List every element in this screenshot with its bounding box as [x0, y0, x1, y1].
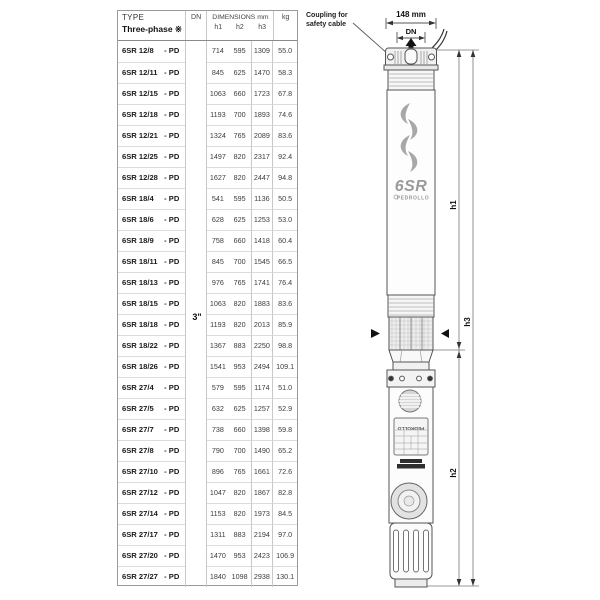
pump-model-cell	[118, 41, 185, 62]
h2-value: 700	[229, 440, 251, 461]
table-row	[118, 566, 297, 587]
h3-value: 1490	[251, 440, 274, 461]
table-row	[118, 251, 297, 272]
dn-cell	[185, 566, 207, 587]
h1-arrow-top-icon	[457, 50, 462, 57]
dn-cell	[185, 104, 207, 125]
pump-model-cell	[118, 419, 185, 440]
h3-value: 2250	[251, 335, 274, 356]
made-in-label	[397, 464, 425, 469]
pump-model: 6SR 18/22	[122, 341, 158, 350]
h2-arrow-bottom-icon	[457, 579, 462, 586]
h1-value: 1153	[207, 503, 229, 524]
pump-suffix: - PD	[164, 89, 180, 98]
table-header	[118, 11, 297, 41]
h1-value: 1063	[207, 83, 229, 104]
pump-body	[371, 48, 449, 587]
h1-value: 579	[207, 377, 229, 398]
column-header-type	[118, 11, 185, 40]
table-row	[118, 230, 297, 251]
table-row	[118, 104, 297, 125]
dn-cell	[185, 398, 207, 419]
table-row	[118, 398, 297, 419]
dimensions-table	[117, 10, 298, 586]
flange-bolt	[389, 376, 394, 381]
bottom-cap	[395, 579, 427, 587]
pump-suffix: - PD	[164, 152, 180, 161]
table-row	[118, 335, 297, 356]
h2-value: 765	[229, 125, 251, 146]
h3-value: 1723	[251, 83, 274, 104]
h3-value: 1309	[251, 41, 274, 62]
h3-arrow-top-icon	[471, 50, 476, 57]
h1-value: 1840	[207, 566, 229, 587]
h2-value: 595	[229, 377, 251, 398]
pump-suffix: - PD	[164, 425, 180, 434]
coupling-label-line2: safety cable	[306, 21, 347, 28]
h3-value: 2317	[251, 146, 274, 167]
dim-arrow-right-icon	[429, 21, 436, 26]
serial-label	[400, 459, 422, 463]
kg-value: 83.6	[273, 125, 297, 146]
h2-value: 625	[229, 209, 251, 230]
dn-cell	[185, 335, 207, 356]
h1-value: 1193	[207, 104, 229, 125]
lifting-eyelet-left	[388, 54, 394, 60]
pump-model: 6SR 18/26	[122, 362, 158, 371]
dn-cell	[185, 440, 207, 461]
lifting-eyelet-right	[429, 54, 435, 60]
pump-suffix: - PD	[164, 572, 180, 581]
three-phase-label: Three-phase ※	[122, 24, 183, 34]
pump-model: 6SR 27/27	[122, 572, 158, 581]
pump-model-cell	[118, 293, 185, 314]
h3-value: 1136	[251, 188, 274, 209]
dn-cell	[185, 188, 207, 209]
kg-value: 51.0	[273, 377, 297, 398]
h3-value: 2494	[251, 356, 274, 377]
kg-value: 85.9	[273, 314, 297, 335]
kg-value: 76.4	[273, 272, 297, 293]
pump-suffix: - PD	[164, 320, 180, 329]
h3-value: 1257	[251, 398, 274, 419]
h2-value: 820	[229, 503, 251, 524]
pump-suffix: - PD	[164, 551, 180, 560]
pump-model: 6SR 18/13	[122, 278, 158, 287]
table-row	[118, 125, 297, 146]
dn-cell	[185, 356, 207, 377]
type-label: TYPE	[122, 13, 145, 22]
kg-value: 58.3	[273, 62, 297, 83]
h3-value: 1174	[251, 377, 274, 398]
h1-value: 1367	[207, 335, 229, 356]
h2-value: 765	[229, 461, 251, 482]
column-header-dimensions	[206, 11, 273, 40]
pump-suffix: - PD	[164, 446, 180, 455]
h1-value: 1470	[207, 545, 229, 566]
table-row	[118, 83, 297, 104]
table-row	[118, 272, 297, 293]
pump-model-cell	[118, 83, 185, 104]
kg-value: 65.2	[273, 440, 297, 461]
pump-model-cell	[118, 461, 185, 482]
h3-value: 1867	[251, 482, 274, 503]
kg-value: 82.8	[273, 482, 297, 503]
dn-cell	[185, 482, 207, 503]
dn-cell	[185, 545, 207, 566]
dn-shared-value: 3"	[192, 312, 202, 322]
h2-value: 625	[229, 62, 251, 83]
h2-value: 883	[229, 335, 251, 356]
h1-value: 1324	[207, 125, 229, 146]
table-row	[118, 503, 297, 524]
table-row	[118, 461, 297, 482]
h3-value: 1398	[251, 419, 274, 440]
h1-value: 1311	[207, 524, 229, 545]
pump-model-cell	[118, 440, 185, 461]
dim-arrow-left-icon	[386, 21, 393, 26]
pump-model-cell	[118, 482, 185, 503]
h2-value: 595	[233, 46, 246, 55]
table-row	[118, 545, 297, 566]
discharge-port	[405, 49, 417, 64]
pump-model-cell	[118, 566, 185, 587]
kg-value: 97.0	[273, 524, 297, 545]
pump-model-cell	[118, 314, 185, 335]
pump-model: 6SR 12/15	[122, 89, 158, 98]
pump-suffix: - PD	[164, 341, 180, 350]
h2-value: 700	[229, 104, 251, 125]
flange-bolt	[417, 376, 422, 381]
pump-suffix: - PD	[164, 488, 180, 497]
h3-value: 2938	[251, 566, 274, 587]
h2-value: 700	[229, 251, 251, 272]
pump-suffix: - PD	[164, 68, 180, 77]
pump-model: 6SR 18/11	[122, 257, 158, 266]
h2-value: 953	[229, 356, 251, 377]
h2-value: 820	[229, 293, 251, 314]
table-row	[118, 209, 297, 230]
pump-model: 6SR 12/8	[122, 46, 154, 55]
pump-model-cell	[118, 398, 185, 419]
h3-value: 2194	[251, 524, 274, 545]
pump-suffix: - PD	[164, 530, 180, 539]
kg-value: 66.5	[273, 251, 297, 272]
h2-dimension-label: h2	[449, 468, 458, 478]
upper-rib-section	[388, 70, 434, 90]
h3-value: 2013	[251, 314, 274, 335]
kg-value: 83.6	[273, 293, 297, 314]
table-row	[118, 188, 297, 209]
dn-arrow-right-icon	[419, 36, 425, 40]
flange-bolt	[428, 376, 433, 381]
pump-model-cell	[118, 503, 185, 524]
pump-suffix: - PD	[164, 299, 180, 308]
h2-value: 765	[229, 272, 251, 293]
intake-arrow-left-icon	[371, 329, 380, 338]
pump-model: 6SR 27/10	[122, 467, 158, 476]
kg-value: 106.9	[273, 545, 297, 566]
kg-value: 59.8	[273, 419, 297, 440]
width-dimension-label: 148 mm	[396, 10, 426, 19]
h1-value: 541	[207, 188, 229, 209]
pump-suffix: - PD	[164, 467, 180, 476]
h1-value: 738	[207, 419, 229, 440]
pump-suffix: - PD	[164, 131, 180, 140]
h3-value: 2447	[251, 167, 274, 188]
pump-model: 6SR 27/7	[122, 425, 154, 434]
h2-value: 1098	[229, 566, 251, 587]
dn-cell	[185, 167, 207, 188]
pump-model: 6SR 27/14	[122, 509, 158, 518]
kg-value: 98.8	[273, 335, 297, 356]
pump-model: 6SR 18/6	[122, 215, 154, 224]
dn-cell	[185, 125, 207, 146]
h2-value: 625	[229, 398, 251, 419]
table-row	[118, 377, 297, 398]
pump-model: 6SR 18/15	[122, 299, 158, 308]
table-row	[118, 41, 297, 62]
dimensions-mm-label: DIMENSIONS mm	[212, 14, 269, 21]
h1-value: 714	[211, 46, 224, 55]
pump-model: 6SR 27/12	[122, 488, 158, 497]
dn-cell	[185, 209, 207, 230]
table-row	[118, 482, 297, 503]
dn-cell	[185, 83, 207, 104]
pump-model: 6SR 18/4	[122, 194, 154, 203]
table-row	[118, 419, 297, 440]
pump-model-cell	[118, 62, 185, 83]
h3-value: 1973	[251, 503, 274, 524]
pump-suffix: - PD	[164, 173, 180, 182]
h1-value: 628	[207, 209, 229, 230]
h1-value: 1627	[207, 167, 229, 188]
pump-model: 6SR 12/21	[122, 131, 158, 140]
pump-model: 6SR 27/17	[122, 530, 158, 539]
pump-suffix: - PD	[164, 509, 180, 518]
dn-cell	[185, 251, 207, 272]
h1-value: 845	[207, 251, 229, 272]
fill-plug-center	[404, 496, 414, 506]
h1-value: 845	[207, 62, 229, 83]
pump-model-cell	[118, 125, 185, 146]
h1-value: 976	[207, 272, 229, 293]
kg-value: 84.5	[273, 503, 297, 524]
pump-model-cell	[118, 146, 185, 167]
h2-value: 660	[229, 230, 251, 251]
kg-value: 50.5	[273, 188, 297, 209]
coupling-label	[306, 12, 388, 54]
h1-value: 1063	[207, 293, 229, 314]
kg-value: 74.6	[273, 104, 297, 125]
table-row	[118, 524, 297, 545]
h1-value: 1193	[207, 314, 229, 335]
h2-value: 883	[229, 524, 251, 545]
column-header-kg: kg	[273, 11, 297, 40]
column-header-h2: h2	[236, 24, 244, 31]
lower-rib-section	[388, 295, 434, 317]
h2-arrow-top-icon	[457, 351, 462, 358]
coupling-ring	[393, 362, 429, 370]
pump-model: 6SR 27/20	[122, 551, 158, 560]
table-row	[118, 167, 297, 188]
dn-cell	[185, 230, 207, 251]
h1-value: 790	[207, 440, 229, 461]
kg-value: 94.8	[273, 167, 297, 188]
pump-model: 6SR 27/8	[122, 446, 154, 455]
table-row	[118, 356, 297, 377]
pump-suffix: - PD	[164, 404, 180, 413]
column-header-h1: h1	[214, 24, 223, 31]
pump-model-cell	[118, 377, 185, 398]
h1-value: 1497	[207, 146, 229, 167]
h1-value: 632	[207, 398, 229, 419]
h3-value: 2423	[251, 545, 274, 566]
dn-cell	[185, 272, 207, 293]
pump-model-cell	[118, 272, 185, 293]
intake-arrow-right-icon	[441, 329, 449, 338]
h1-value: 1541	[207, 356, 229, 377]
flange-bolt	[400, 376, 405, 381]
series-logo-text: 6SR	[394, 178, 428, 195]
pump-model: 6SR 12/28	[122, 173, 158, 182]
h3-value: 1418	[251, 230, 274, 251]
h3-dimension-label: h3	[463, 317, 472, 327]
h2-value: 820	[229, 146, 251, 167]
pump-model: 6SR 27/5	[122, 404, 154, 413]
brand-text: PEDROLLO	[396, 195, 430, 202]
h3-value: 1883	[251, 293, 274, 314]
kg-value: 53.0	[273, 209, 297, 230]
pump-drawing-panel	[300, 0, 600, 600]
pump-suffix: - PD	[164, 236, 180, 245]
head-collar	[384, 65, 438, 70]
pump-suffix: - PD	[164, 383, 180, 392]
h1-arrow-bottom-icon	[457, 342, 462, 349]
pump-suffix: - PD	[164, 278, 180, 287]
dn-cell	[185, 503, 207, 524]
dn-cell	[185, 41, 207, 62]
kg-value: 109.1	[273, 356, 297, 377]
pump-suffix: - PD	[164, 215, 180, 224]
pump-model: 6SR 18/9	[122, 236, 154, 245]
pump-model-cell	[118, 167, 185, 188]
h3-value: 1545	[251, 251, 274, 272]
taper-section	[389, 350, 433, 362]
dn-cell	[185, 377, 207, 398]
pump-model-cell	[118, 545, 185, 566]
pump-model-cell	[118, 188, 185, 209]
table-row	[118, 440, 297, 461]
h3-arrow-bottom-icon	[471, 579, 476, 586]
pump-suffix: - PD	[164, 110, 180, 119]
h3-value: 1470	[251, 62, 274, 83]
dn-cell	[185, 419, 207, 440]
h2-value: 660	[229, 419, 251, 440]
pump-suffix: - PD	[164, 362, 180, 371]
h2-value: 660	[229, 83, 251, 104]
column-header-dn: DN	[185, 11, 207, 40]
dn-cell	[185, 461, 207, 482]
pump-suffix: - PD	[164, 194, 180, 203]
pump-model: 6SR 18/18	[122, 320, 158, 329]
h3-value: 1253	[251, 209, 274, 230]
h3-value: 1893	[251, 104, 274, 125]
pump-suffix: - PD	[164, 46, 180, 55]
kg-value: 55.0	[278, 46, 293, 55]
kg-value: 130.1	[273, 566, 297, 587]
pump-model-cell	[118, 209, 185, 230]
leader-line	[353, 23, 388, 54]
h1-value: 1047	[207, 482, 229, 503]
h2-value: 820	[229, 482, 251, 503]
table-row	[118, 62, 297, 83]
pump-model-cell	[118, 104, 185, 125]
h2-value: 820	[229, 167, 251, 188]
pump-model: 6SR 12/25	[122, 152, 158, 161]
dn-cell	[185, 524, 207, 545]
table-row	[118, 146, 297, 167]
pump-model-cell	[118, 251, 185, 272]
pump-model-cell	[118, 230, 185, 251]
h3-value: 2089	[251, 125, 274, 146]
pump-suffix: - PD	[164, 257, 180, 266]
column-header-h3: h3	[258, 24, 266, 31]
dn-cell	[185, 62, 207, 83]
dn-arrow-left-icon	[397, 36, 403, 40]
kg-value: 60.4	[273, 230, 297, 251]
pump-model-cell	[118, 356, 185, 377]
h2-value: 820	[229, 314, 251, 335]
pump-model: 6SR 27/4	[122, 383, 154, 392]
kg-value: 52.9	[273, 398, 297, 419]
dn-dimension-label: DN	[405, 27, 417, 36]
h3-value: 1661	[251, 461, 274, 482]
pump-model: 6SR 12/11	[122, 68, 158, 77]
h2-value: 595	[229, 188, 251, 209]
nameplate-brand-text: PEDROLLO	[397, 425, 425, 430]
h1-value: 896	[207, 461, 229, 482]
kg-value: 92.4	[273, 146, 297, 167]
h1-dimension-label: h1	[449, 200, 458, 210]
kg-value: 72.6	[273, 461, 297, 482]
kg-value: 67.8	[273, 83, 297, 104]
h2-value: 953	[229, 545, 251, 566]
dn-cell	[185, 146, 207, 167]
pump-drawing	[300, 0, 600, 600]
coupling-label-line1: Coupling for	[306, 12, 348, 19]
pump-model-cell	[118, 335, 185, 356]
pump-model-cell	[118, 524, 185, 545]
h1-value: 758	[207, 230, 229, 251]
h3-value: 1741	[251, 272, 274, 293]
pump-model: 6SR 12/18	[122, 110, 158, 119]
